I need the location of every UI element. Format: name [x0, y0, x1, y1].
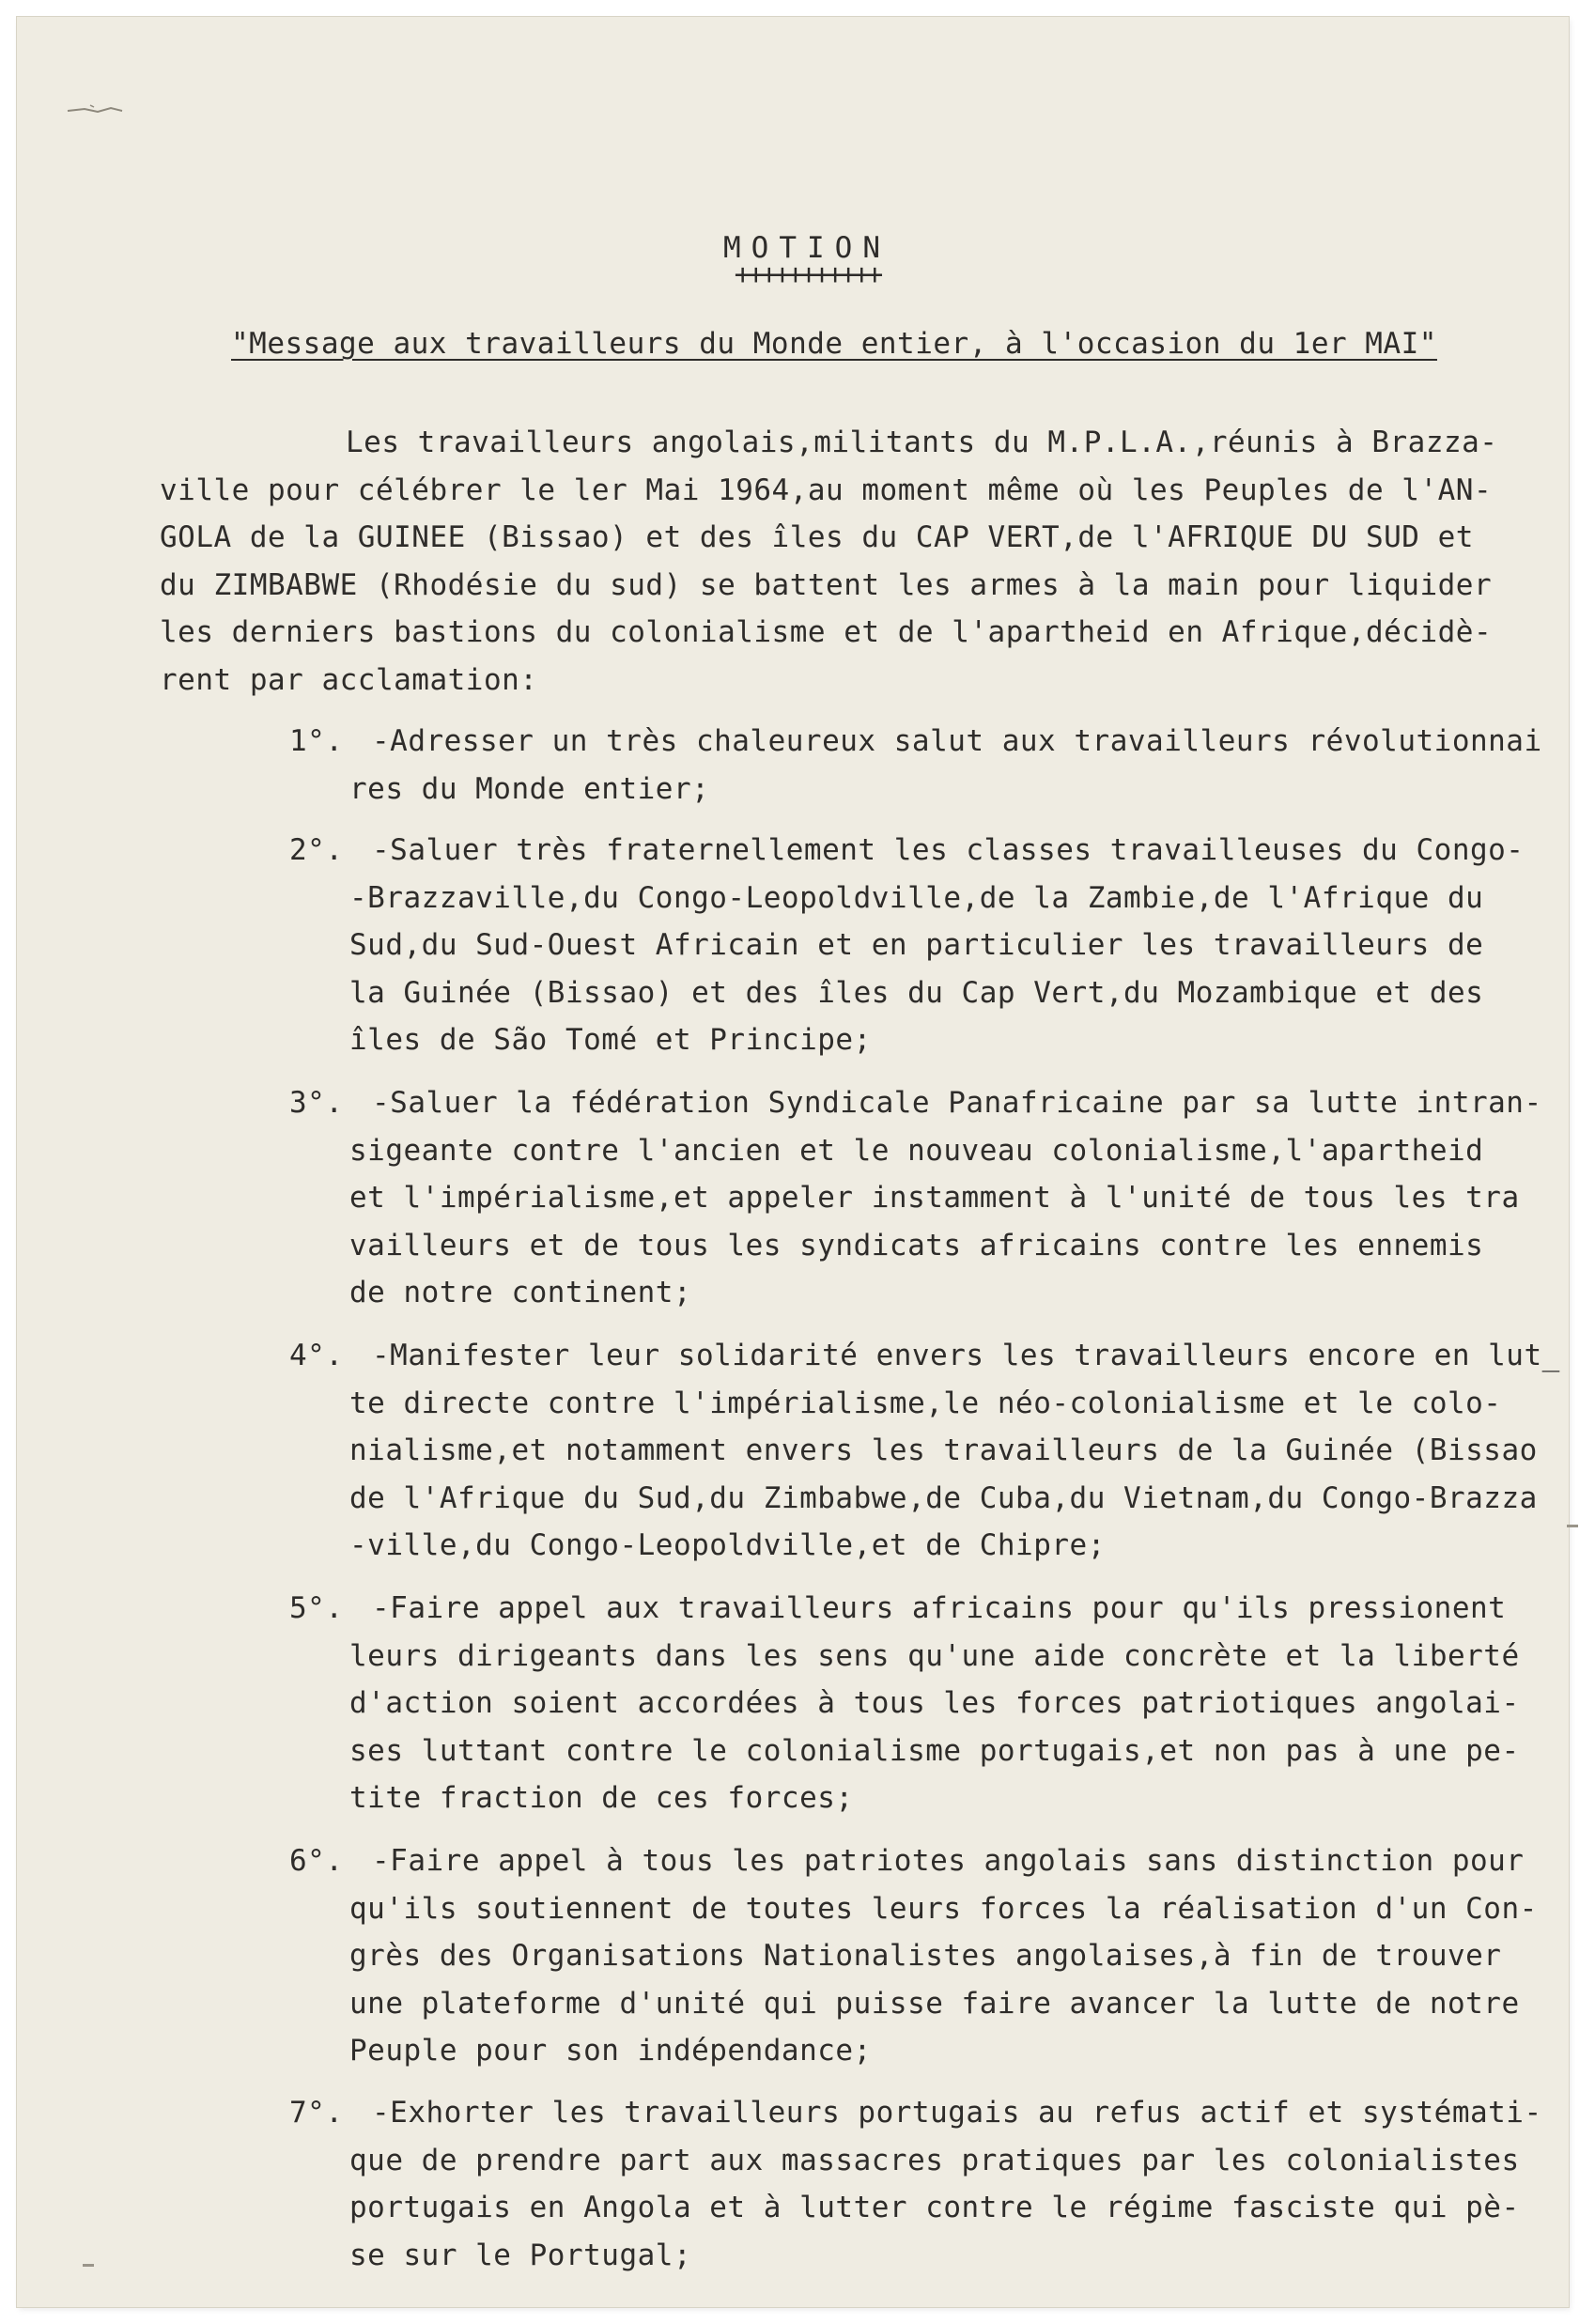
- item-line: de notre continent;: [349, 1276, 692, 1309]
- document-page: [17, 17, 1569, 2307]
- item-number: 2°.: [289, 833, 344, 867]
- intro-paragraph: [160, 419, 1550, 704]
- intro-line: ville pour célébrer le ler Mai 1964,au moment même où les Peuples de l'AN-: [160, 473, 1493, 507]
- item-line: îles de São Tomé et Principe;: [349, 1023, 872, 1057]
- item-line: d'action soient accordées à tous les forces patriotiques angolai-: [349, 1686, 1520, 1720]
- item-number: 1°.: [289, 724, 344, 758]
- item-line: la Guinée (Bissao) et des îles du Cap Vert,du Mozambique et des: [349, 975, 1484, 1010]
- motion-item-4: [289, 1332, 1595, 1570]
- motion-item-3: [289, 1079, 1595, 1317]
- item-line: Peuple pour son indépendance;: [349, 2034, 872, 2068]
- item-line: -Manifester leur solidarité envers les travailleurs encore en lut_: [372, 1339, 1560, 1372]
- item-line: -Saluer la fédération Syndicale Panafricaine par sa lutte intran-: [372, 1086, 1542, 1120]
- item-line: se sur le Portugal;: [349, 2238, 692, 2272]
- document-subtitle: "Message aux travailleurs du Monde entier, à l'occasion du 1er MAI": [231, 327, 1437, 361]
- item-number: 4°.: [289, 1339, 344, 1372]
- item-line: nialisme,et notamment envers les travailleurs de la Guinée (Bissao: [349, 1433, 1538, 1467]
- item-number: 7°.: [289, 2096, 344, 2130]
- edge-mark: [83, 2264, 94, 2267]
- item-line: -Faire appel aux travailleurs africains pour qu'ils pressionent: [372, 1591, 1507, 1625]
- intro-line: du ZIMBABWE (Rhodésie du sud) se battent les armes à la main pour liquider: [160, 567, 1493, 602]
- motion-item-6: [289, 1837, 1595, 2075]
- item-line: leurs dirigeants dans les sens qu'une aide concrète et la liberté: [349, 1638, 1520, 1673]
- item-line: te directe contre l'impérialisme,le néo-colonialisme et le colo-: [349, 1386, 1502, 1420]
- motion-item-1: [289, 718, 1595, 813]
- item-line: une plateforme d'unité qui puisse faire avancer la lutte de notre: [349, 1986, 1520, 2021]
- item-line: grès des Organisations Nationalistes angolaises,à fin de trouver: [349, 1939, 1502, 1973]
- intro-line: GOLA de la GUINEE (Bissao) et des îles du CAP VERT,de l'AFRIQUE DU SUD et: [160, 520, 1474, 554]
- item-line: ses luttant contre le colonialisme portugais,et non pas à une pe-: [349, 1733, 1520, 1768]
- item-line: sigeante contre l'ancien et le nouveau colonialisme,l'apartheid: [349, 1133, 1484, 1168]
- item-line: tite fraction de ces forces;: [349, 1781, 854, 1815]
- intro-line: les derniers bastions du colonialisme et de l'apartheid en Afrique,décidè-: [160, 615, 1493, 649]
- item-line: -Adresser un très chaleureux salut aux travailleurs révolutionnai: [372, 724, 1542, 758]
- item-line: vailleurs et de tous les syndicats africains contre les ennemis: [349, 1228, 1484, 1263]
- item-line: -ville,du Congo-Leopoldville,et de Chipre;: [349, 1528, 1106, 1562]
- item-line: -Brazzaville,du Congo-Leopoldville,de la Zambie,de l'Afrique du: [349, 880, 1484, 915]
- intro-line: rent par acclamation:: [160, 662, 538, 697]
- item-number: 3°.: [289, 1086, 344, 1120]
- item-line: que de prendre part aux massacres pratiques par les colonialistes: [349, 2143, 1520, 2177]
- pencil-mark: [66, 101, 132, 118]
- document-title: MOTION: [723, 231, 890, 265]
- item-line: de l'Afrique du Sud,du Zimbabwe,de Cuba,du Vietnam,du Congo-Brazza: [349, 1480, 1538, 1515]
- item-line: res du Monde entier;: [349, 771, 710, 806]
- item-line: qu'ils soutiennent de toutes leurs forces la réalisation d'un Con-: [349, 1891, 1538, 1926]
- item-line: -Faire appel à tous les patriotes angolais sans distinction pour: [372, 1844, 1525, 1878]
- item-number: 6°.: [289, 1844, 344, 1878]
- motion-item-7: [289, 2089, 1595, 2279]
- motion-item-2: [289, 827, 1595, 1064]
- item-line: et l'impérialisme,et appeler instamment à l'unité de tous les tra: [349, 1181, 1520, 1215]
- item-number: 5°.: [289, 1591, 344, 1625]
- title-rule: +++++++++++: [734, 258, 880, 291]
- item-line: -Exhorter les travailleurs portugais au refus actif et systémati-: [372, 2096, 1542, 2130]
- motion-item-5: [289, 1585, 1595, 1822]
- item-line: portugais en Angola et à lutter contre le régime fasciste qui pè-: [349, 2191, 1520, 2224]
- item-line: -Saluer très fraternellement les classes travailleuses du Congo-: [372, 833, 1525, 867]
- item-line: Sud,du Sud-Ouest Africain et en particulier les travailleurs de: [349, 928, 1484, 962]
- intro-line: Les travailleurs angolais,militants du M.P.L.A.,réunis à Brazza-: [346, 426, 1498, 459]
- document-title-block: [17, 231, 1569, 291]
